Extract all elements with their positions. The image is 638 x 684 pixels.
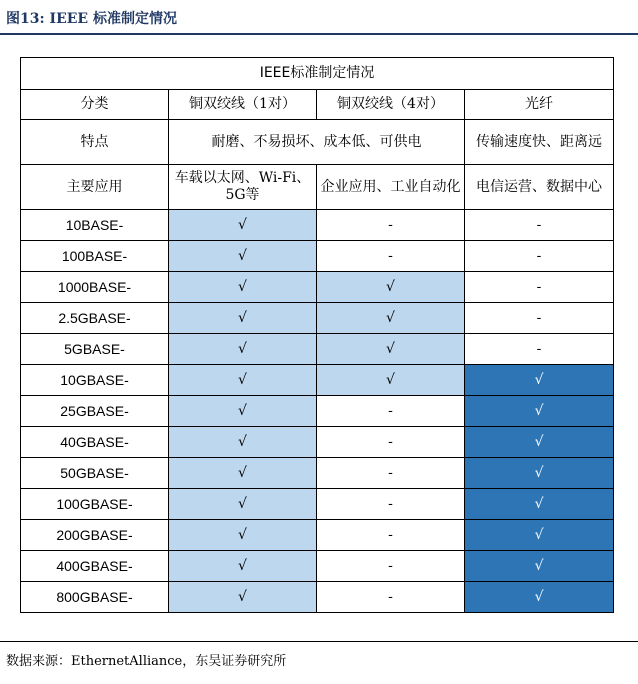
copper-4pair-cell: √ [317, 365, 465, 396]
table-row [21, 210, 614, 241]
figure-title: 图13: IEEE 标准制定情况 [6, 11, 177, 27]
copper-4pair-cell: - [317, 210, 465, 241]
bottom-rule [0, 641, 638, 642]
fiber-cell: - [465, 272, 614, 303]
copper-4pair-cell: - [317, 520, 465, 551]
fiber-cell: √ [465, 396, 614, 427]
table-row [21, 241, 614, 272]
fiber-cell: √ [465, 458, 614, 489]
standard-name: 400GBASE- [21, 551, 169, 582]
header-copper-1pair: 铜双绞线（1对） [169, 90, 317, 120]
copper-1pair-cell: √ [169, 582, 317, 613]
table-row [21, 334, 614, 365]
top-rule [0, 33, 638, 35]
fiber-cell: √ [465, 489, 614, 520]
fiber-cell: √ [465, 427, 614, 458]
copper-4pair-cell: - [317, 241, 465, 272]
table-row [21, 427, 614, 458]
standard-name: 50GBASE- [21, 458, 169, 489]
fiber-cell: √ [465, 582, 614, 613]
fiber-cell: - [465, 303, 614, 334]
header-copper-4pair: 铜双绞线（4对） [317, 90, 465, 120]
copper-1pair-cell: √ [169, 520, 317, 551]
copper-4pair-cell: √ [317, 303, 465, 334]
table-row [21, 272, 614, 303]
copper-1pair-cell: √ [169, 489, 317, 520]
copper-1pair-cell: √ [169, 272, 317, 303]
fiber-cell: - [465, 210, 614, 241]
table-row [21, 551, 614, 582]
table-container [0, 37, 638, 641]
fiber-cell: - [465, 241, 614, 272]
applications-fiber: 电信运营、数据中心 [465, 165, 614, 210]
table-row [21, 365, 614, 396]
copper-1pair-cell: √ [169, 458, 317, 489]
header-category: 分类 [21, 90, 169, 120]
applications-label: 主要应用 [21, 165, 169, 210]
copper-1pair-cell: √ [169, 241, 317, 272]
table-row [21, 303, 614, 334]
copper-1pair-cell: √ [169, 551, 317, 582]
copper-1pair-cell: √ [169, 303, 317, 334]
copper-4pair-cell: - [317, 551, 465, 582]
applications-copper-4pair: 企业应用、工业自动化 [317, 165, 465, 210]
table-title: IEEE标准制定情况 [21, 58, 614, 90]
copper-1pair-cell: √ [169, 396, 317, 427]
fiber-cell: √ [465, 551, 614, 582]
features-copper: 耐磨、不易损坏、成本低、可供电 [169, 120, 465, 165]
features-label: 特点 [21, 120, 169, 165]
ieee-standards-table [20, 57, 614, 613]
source-note: 数据来源：EthernetAlliance，东吴证券研究所 [6, 654, 287, 669]
applications-row [21, 165, 614, 210]
copper-4pair-cell: - [317, 582, 465, 613]
features-row [21, 120, 614, 165]
table-row [21, 582, 614, 613]
table-row [21, 520, 614, 551]
standard-name: 2.5GBASE- [21, 303, 169, 334]
copper-4pair-cell: - [317, 489, 465, 520]
standard-name: 200GBASE- [21, 520, 169, 551]
copper-1pair-cell: √ [169, 365, 317, 396]
copper-4pair-cell: - [317, 396, 465, 427]
fiber-cell: √ [465, 365, 614, 396]
table-row [21, 396, 614, 427]
applications-copper-1pair: 车载以太网、Wi-Fi、5G等 [169, 165, 317, 210]
standard-name: 100GBASE- [21, 489, 169, 520]
standard-name: 100BASE- [21, 241, 169, 272]
standard-name: 10BASE- [21, 210, 169, 241]
copper-4pair-cell: √ [317, 334, 465, 365]
standard-name: 25GBASE- [21, 396, 169, 427]
standard-name: 5GBASE- [21, 334, 169, 365]
standard-name: 1000BASE- [21, 272, 169, 303]
copper-4pair-cell: √ [317, 272, 465, 303]
header-row [21, 90, 614, 120]
table-row [21, 489, 614, 520]
features-fiber: 传输速度快、距离远 [465, 120, 614, 165]
table-row [21, 458, 614, 489]
standard-name: 40GBASE- [21, 427, 169, 458]
fiber-cell: √ [465, 520, 614, 551]
copper-4pair-cell: - [317, 458, 465, 489]
copper-1pair-cell: √ [169, 427, 317, 458]
header-fiber: 光纤 [465, 90, 614, 120]
copper-4pair-cell: - [317, 427, 465, 458]
copper-1pair-cell: √ [169, 210, 317, 241]
standard-name: 800GBASE- [21, 582, 169, 613]
copper-1pair-cell: √ [169, 334, 317, 365]
fiber-cell: - [465, 334, 614, 365]
standard-name: 10GBASE- [21, 365, 169, 396]
